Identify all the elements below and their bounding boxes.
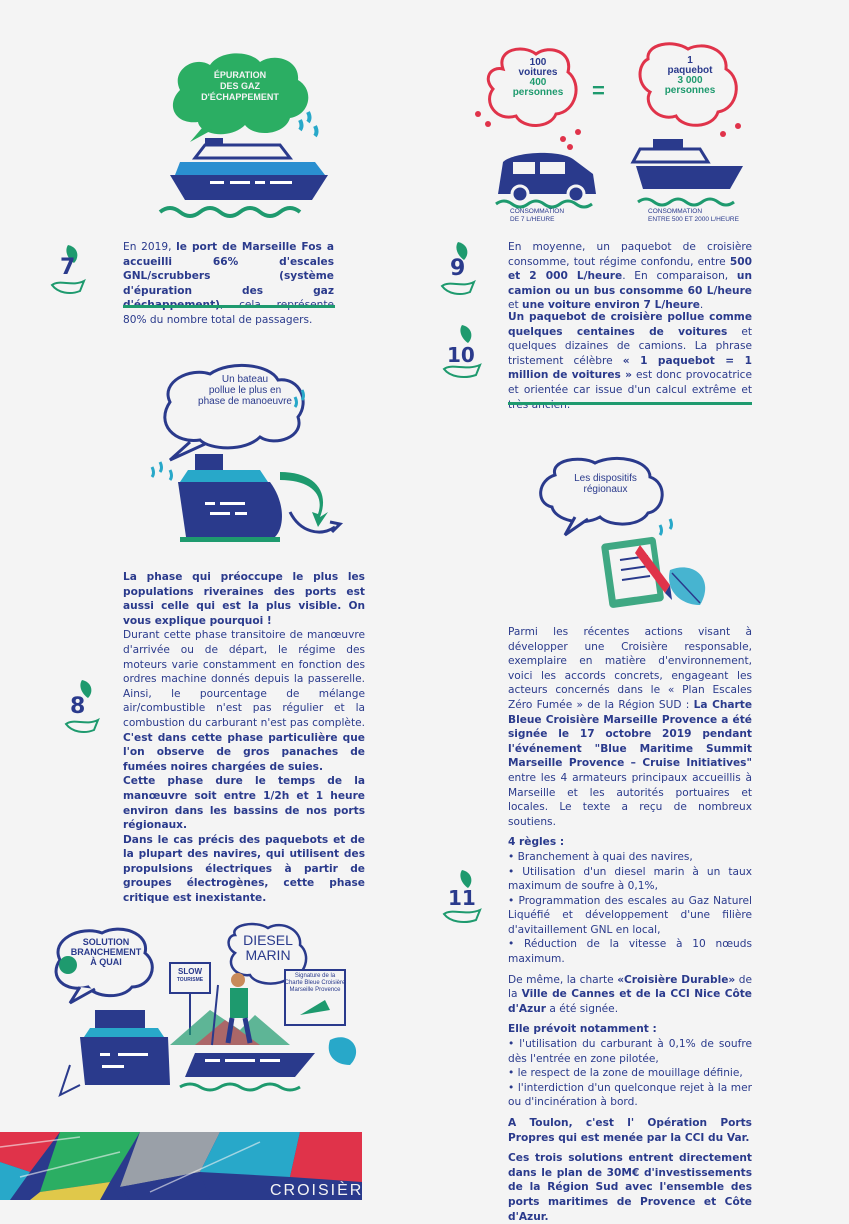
ship-caption: ENTRE 500 ET 2000 L/HEURE: [648, 216, 739, 223]
section-11-badge: [442, 870, 487, 925]
section-7-text: [123, 240, 334, 328]
text-bold: La phase qui préoccupe le plus les populations riveraines des ports est aussi celle qui est la plus visible. On vous explique pourquoi !: [123, 571, 365, 627]
text: entre les 4 armateurs principaux accueillis à Marseille et les autorités portuaires et locales. Le texte a reçu de nombreux soutiens.: [508, 771, 752, 828]
section-8-badge: [64, 680, 104, 735]
section-7-badge: [50, 245, 90, 295]
sign-line: SLOW: [178, 967, 202, 976]
car-caption: CONSOMMATION: [510, 208, 565, 215]
section-number: 8: [70, 694, 86, 719]
bubble-line: phase de manoeuvre: [198, 396, 292, 407]
section-number: 10: [447, 343, 475, 367]
bubble-line: personnes: [512, 87, 564, 98]
strip-label: CROISIÈRE: [270, 1182, 377, 1199]
list-item: • le respect de la zone de mouillage définie,: [508, 1067, 743, 1080]
text: En moyenne, un paquebot de croisière consomme, tout régime confondu, entre: [508, 241, 752, 268]
list-title: Elle prévoit notamment :: [508, 1023, 657, 1036]
section-number: 11: [448, 886, 476, 910]
rule-item: • Branchement à quai des navires,: [508, 850, 693, 863]
bubble-line: BRANCHEMENT: [70, 947, 142, 957]
text-bold: Ville de Cannes et de la CCI Nice Côte d'Azur: [508, 988, 752, 1015]
section-8-illustration: [150, 362, 350, 552]
text-bold: le port de Marseille Fos a accueilli 66% d'escales GNL/scrubbers (système d'épuration des gaz: [123, 241, 334, 297]
section-7-illustration: [150, 50, 340, 225]
bottom-illustration: [40, 925, 385, 1105]
text: et: [508, 299, 523, 312]
text: De même, la charte: [508, 973, 618, 986]
text: de la: [508, 973, 752, 1001]
text-bold: Cette phase dure le temps de la manœuvre soit entre 1/2h et 1 heure environ dans les bassins de nos ports régionaux.: [123, 775, 365, 832]
section-number: 7: [60, 255, 76, 280]
car-caption: DE 7 L/HEURE: [510, 216, 555, 223]
bubble-line: Les dispositifs: [574, 473, 637, 484]
sign-line: Marseille Provence: [289, 987, 341, 993]
bubble-line: MARIN: [245, 947, 291, 963]
rules-title: 4 règles :: [508, 836, 565, 849]
text-bold: « 1 paquebot = 1 million de voitures »: [508, 354, 752, 382]
text: et quelques dizaines de camions. La phrase tristement célèbre: [508, 325, 752, 367]
section-11-illustration: [520, 455, 720, 625]
ship-caption: CONSOMMATION: [648, 208, 703, 215]
equals-sign: =: [592, 78, 605, 103]
section-10-text: [508, 310, 752, 412]
sign-line: Signature de la: [294, 973, 336, 979]
sign-line: Charte Bleue Croisière: [284, 980, 346, 986]
text: . En comparaison,: [622, 270, 737, 283]
text: Parmi les récentes actions visant à développer une Croisière responsable, exemplaire en matière d'environnement, voici les accords concrets, engageant les acteurs concernés dans le « Plan Escales Zéro Fumée » de la Région SUD :: [508, 626, 752, 711]
text: Durant cette phase transitoire de manœuvre d'arrivée ou de départ, le régime des moteurs varie constamment en fonction des ordres machine donnés depuis la passerelle. Ainsi, le pourcentage de mélange air/combustible n'est pas régulier et la combustion du carburant n'est pas complète.: [123, 629, 365, 729]
bubble-line: 3 000: [677, 75, 703, 86]
bubble-line: régionaux: [583, 484, 628, 495]
text-bold: C'est dans cette phase particulière que l'on observe de gros panaches de fumées noires chargées de suies.: [123, 731, 365, 773]
bubble-line: ÉPURATION: [213, 70, 267, 80]
divider: [508, 402, 752, 405]
text-bold: A Toulon, c'est l' Opération Ports Propres qui est menée par la CCI du Var.: [508, 1117, 752, 1144]
bubble-line: voitures: [518, 67, 558, 78]
bubble-line: Un bateau: [221, 374, 269, 385]
bubble-line: DIESEL: [243, 932, 293, 948]
text-bold: «Croisière Durable»: [617, 973, 736, 986]
sign-line: TOURISME: [176, 977, 204, 983]
text-bold: 500 et 2 000 L/heure: [508, 255, 752, 283]
section-number: 9: [450, 256, 466, 281]
section-9-illustration: [468, 44, 758, 234]
text: En 2019,: [123, 241, 177, 253]
text: est donc provocatrice et orientée car issue d'un calcul extrême et: [508, 369, 752, 396]
bubble-line: 400: [529, 77, 547, 88]
bubble-line: personnes: [664, 85, 716, 96]
list-item: • l'interdiction d'un quelconque rejet à la mer ou d'incinération à bord.: [508, 1081, 752, 1109]
bubble-line: 100: [529, 57, 547, 68]
rule-item: • Réduction de la vitesse à 10 nœuds maximum.: [508, 938, 752, 966]
section-10-badge: [442, 325, 487, 380]
bubble-line: À QUAI: [90, 957, 122, 967]
text: .: [699, 299, 704, 312]
text: a été signée.: [545, 1002, 619, 1015]
text-bold: Ces trois solutions entrent directement dans le plan de 30M€ d'investissements de la Région Sud avec l'ensemble des ports maritimes de Provence et Côte d'Azur.: [508, 1152, 752, 1223]
section-9-badge: [440, 242, 480, 297]
text: 80% du nombre total de passagers.: [123, 313, 313, 326]
text-bold: un camion ou un bus consomme 60 L/heure: [508, 270, 752, 297]
section-11-text: [508, 625, 752, 1224]
text-bold: une voiture environ 7 L/heure: [522, 299, 700, 312]
bubble-line: D'ÉCHAPPEMENT: [201, 92, 279, 102]
decorative-strip: [0, 1132, 377, 1200]
list-item: • l'utilisation du carburant à 0,1% de soufre dès l'entrée en zone pilotée,: [508, 1038, 752, 1065]
section-8-text: [123, 570, 365, 906]
rule-item: • Programmation des escales au Gaz Naturel Liquéfié et développement d'une filière d'avitaillement GNL en local,: [508, 894, 752, 936]
section-9-text: [508, 240, 752, 313]
bubble-line: pollue le plus en: [208, 385, 282, 396]
bubble-line: DES GAZ: [219, 81, 260, 91]
text-bold: La Charte Bleue Croisière Marseille Provence a été signée le 17 octobre 2019 pendant l'événement "Blue Maritime Summit Marseille Provence – Cruise Initiatives": [508, 698, 753, 770]
text-bold: Un paquebot de croisière pollue comme quelques centaines de voitures: [508, 311, 752, 338]
bubble-line: 1: [687, 55, 693, 66]
rule-item: • Utilisation d'un diesel marin à un taux maximum de soufre à 0,1%,: [508, 865, 752, 893]
bubble-line: paquebot: [667, 65, 713, 76]
divider: [123, 305, 335, 308]
bubble-line: SOLUTION: [82, 937, 130, 947]
text-bold: Dans le cas précis des paquebots et de la plupart des navires, qui utilisent des propulsions électriques à partir de groupes électrogènes, cette phase critique est inexistante.: [123, 833, 365, 905]
